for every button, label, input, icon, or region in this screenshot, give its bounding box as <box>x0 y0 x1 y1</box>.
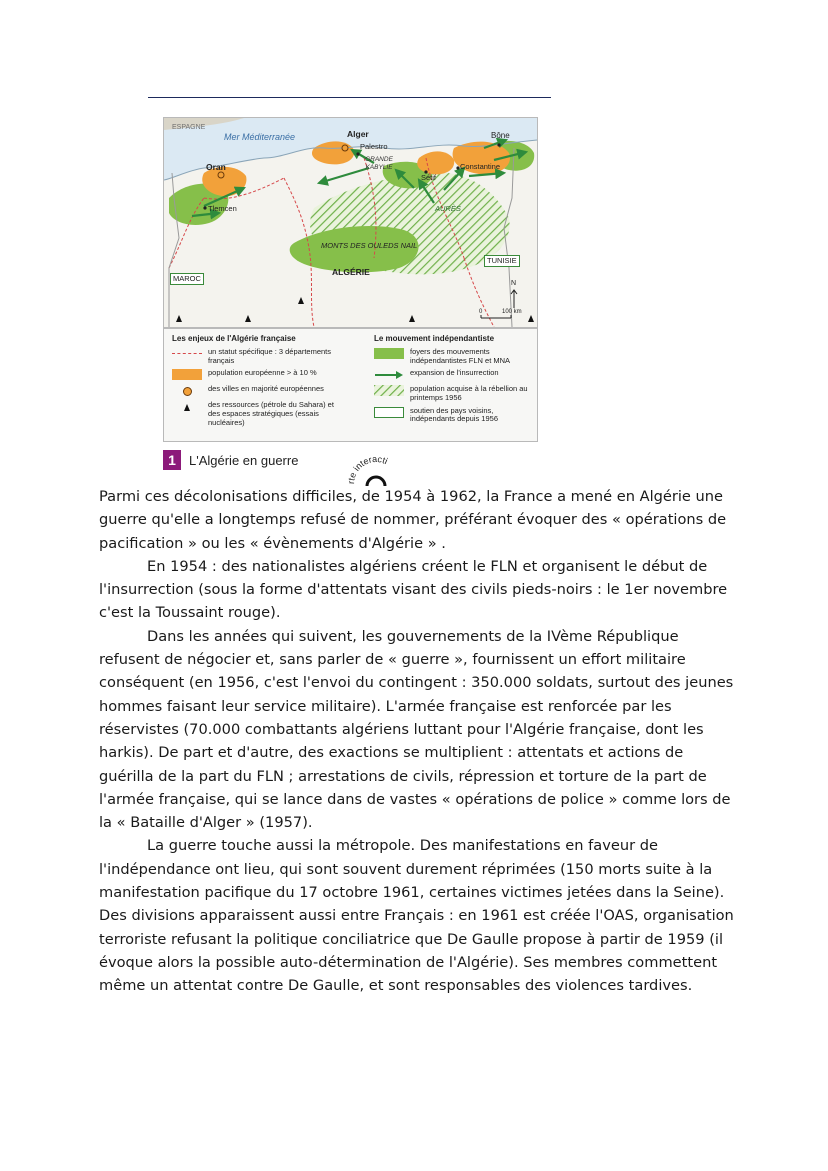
label-scale-0: 0 <box>479 309 483 315</box>
map-legend <box>163 328 538 442</box>
legend-text-expansion: expansion de l'insurrection <box>410 368 499 378</box>
legend-item-foyers <box>374 348 537 365</box>
legend-text-soutien: soutien des pays voisins, indépendants depuis 1956 <box>410 405 498 424</box>
map-drawing <box>164 118 537 327</box>
north-arrow <box>511 290 517 308</box>
red-dashed-line-icon <box>172 348 202 360</box>
caption-number: 1 <box>163 450 181 470</box>
legend-right-title: Le mouvement indépendantiste <box>374 334 495 343</box>
hatched-area-icon <box>374 385 404 397</box>
document-body <box>99 485 739 998</box>
legend-item-soutien <box>374 407 537 424</box>
interactive-icon <box>346 452 406 488</box>
paragraph-4: La guerre touche aussi la métropole. Des manifestations en faveur de l'indépendance ont lieu, qui sont souvent durement réprimées (150 morts suite à la manifestation pacifique du 17 octobre 1961, certaines victimes jetées dans la Seine). Des divisions apparaissent aussi entre Français : en 1961 est créée l'OAS, organisation terroriste refusant la politique conciliatrice que De Gaulle propose à partir de 1959 (il évoque alors la possible auto-détermination de l'Algérie). Ses membres commettent même un attentat contre De Gaulle, et sont responsables des violences tardives. <box>99 837 734 995</box>
scale-bar <box>481 315 511 318</box>
orange-area-icon <box>172 369 202 381</box>
triangle-icon <box>172 401 202 413</box>
label-north: N <box>511 280 517 287</box>
label-scale-100: 100 km <box>502 309 522 315</box>
legend-text-villes: des villes en majorité européennes <box>208 384 324 394</box>
legend-right <box>374 334 537 428</box>
label-algerie: ALGÉRIE <box>332 267 370 277</box>
legend-left-title: Les enjeux de l'Algérie française <box>172 334 296 343</box>
legend-text-population: population européenne > à 10 % <box>208 368 317 378</box>
legend-item-population <box>172 369 348 381</box>
label-constantine: Constantine <box>460 162 501 171</box>
legend-text-foyers: foyers des mouvements indépendantistes FLN et MNA <box>410 347 511 365</box>
interact-text: rte interacti <box>346 453 390 485</box>
legend-left <box>172 334 348 431</box>
label-grande-kabylie: GRANDE KABYLIE <box>365 156 393 172</box>
legend-text-ressources: des ressources (pétrole du Sahara) et des espaces stratégiques (essais nucléaires) <box>208 400 334 427</box>
green-outline-box-icon <box>374 407 404 419</box>
legend-text-rebellion: population acquise à la rébellion au printemps 1956 <box>410 384 528 402</box>
algeria-map <box>163 117 538 328</box>
paragraph-2: En 1954 : des nationalistes algériens créent le FLN et organisent le début de l'insurrection (sous la forme d'attentats visant des civils pieds-noirs : le 1er novembre c'est la Toussaint rouge). <box>99 557 728 622</box>
border-tunisie <box>504 148 517 327</box>
map-figure <box>160 112 543 485</box>
paragraph-1: Parmi ces décolonisations difficiles, de 1954 à 1962, la France a mené en Algérie une guerre qu'elle a longtemps refusé de nommer, préférant évoquer des « opérations de pacification » ou les « évènements d'Algérie » . <box>99 488 727 552</box>
legend-item-ressources <box>172 401 348 427</box>
label-alger: Alger <box>347 129 369 139</box>
caption-title: L'Algérie en guerre <box>189 452 299 468</box>
green-arrow-icon <box>374 369 404 381</box>
label-maroc: MAROC <box>170 273 204 285</box>
label-ouleds-nail: MONTS DES OULEDS NAIL <box>321 241 418 250</box>
legend-item-statut <box>172 348 348 365</box>
legend-item-villes <box>172 385 348 397</box>
zone-setif <box>417 151 454 174</box>
label-setif: Sétif <box>421 173 437 182</box>
orange-dot-icon <box>172 385 202 397</box>
paragraph-3: Dans les années qui suivent, les gouvernements de la IVème République refusent de négocier et, sans parler de « guerre », fournissent un effort militaire conséquent (en 1956, c'est l'envoi du contingent : 350.000 soldats, surtout des jeunes hommes faisant leur service militaire). L'armée française est renforcée par les réservistes (70.000 combattants algériens luttant pour l'Algérie française, dont les harkis). De part et d'autre, des exactions se multiplient : attentats et actions de guérilla de la part du FLN ; arrestations de civils, répression et torture de la part de l'armée française, qui se lance dans de vastes « opérations de police » comme lors de la « Bataille d'Alger » (1957). <box>99 627 734 832</box>
legend-item-expansion <box>374 369 537 381</box>
label-tlemcen: Tlemcen <box>208 204 237 213</box>
label-tunisie: TUNISIE <box>484 255 520 267</box>
figure-caption <box>163 449 298 471</box>
green-area-icon <box>374 348 404 360</box>
label-palestro: Palestro <box>360 142 388 151</box>
header-rule <box>148 97 551 98</box>
legend-item-rebellion <box>374 385 537 402</box>
label-aures: AURÈS <box>435 204 461 213</box>
label-bone: Bône <box>491 131 510 140</box>
interactive-map-badge[interactable] <box>346 452 406 488</box>
label-oran: Oran <box>206 162 226 172</box>
label-espagne: ESPAGNE <box>172 124 206 131</box>
label-mer: Mer Méditerranée <box>224 132 296 142</box>
legend-text-statut: un statut spécifique : 3 départements français <box>208 347 331 365</box>
